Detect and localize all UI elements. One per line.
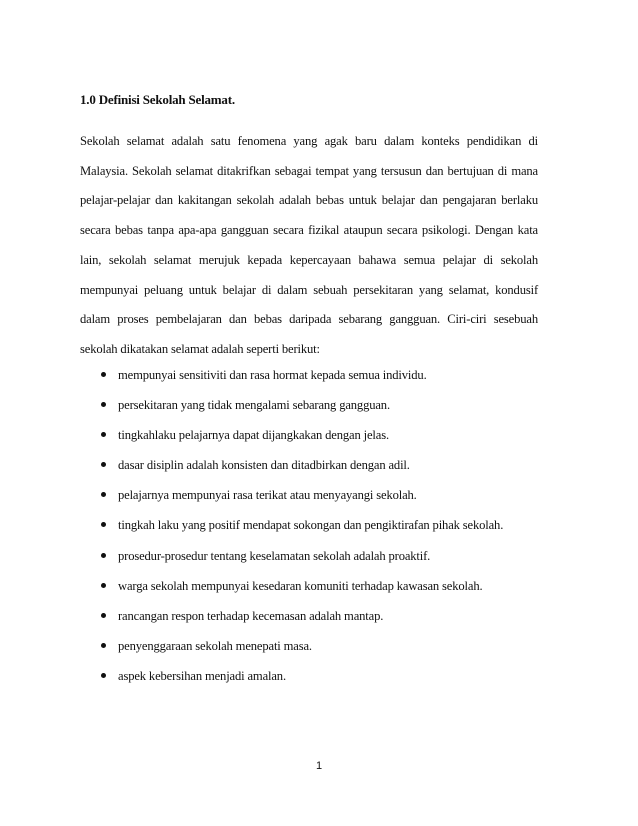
- bullet-icon: [101, 522, 106, 527]
- page-number: 1: [315, 760, 323, 772]
- list-item-text: tingkahlaku pelajarnya dapat dijangkakan dengan jelas.: [118, 428, 389, 443]
- list-item: [80, 571, 550, 601]
- bullet-icon: [101, 643, 106, 648]
- bullet-icon: [101, 583, 106, 588]
- list-item-text: penyenggaraan sekolah menepati masa.: [118, 638, 312, 653]
- list-item-text: tingkah laku yang positif mendapat sokongan dan pengiktirafan pihak sekolah.: [118, 518, 504, 533]
- list-item: [80, 661, 550, 691]
- list-item: [80, 480, 550, 510]
- list-item-text: warga sekolah mempunyai kesedaran komuniti terhadap kawasan sekolah.: [118, 578, 483, 593]
- list-item: [80, 390, 550, 420]
- list-item: [80, 631, 550, 661]
- list-item: [80, 601, 550, 631]
- bullet-icon: [101, 372, 106, 377]
- list-item-text: aspek kebersihan menjadi amalan.: [118, 668, 286, 683]
- list-item-text: prosedur-prosedur tentang keselamatan sekolah adalah proaktif.: [118, 548, 431, 563]
- list-item: [80, 510, 550, 540]
- list-item-text: rancangan respon terhadap kecemasan adalah mantap.: [118, 608, 384, 623]
- bullet-icon: [101, 553, 106, 558]
- bullet-icon: [101, 673, 106, 678]
- list-item-text: persekitaran yang tidak mengalami sebarang gangguan.: [118, 398, 390, 413]
- section-heading: 1.0 Definisi Sekolah Selamat.: [80, 92, 235, 107]
- definition-paragraph: Sekolah selamat adalah satu fenomena yang agak baru dalam konteks pendidikan di Malaysia. Sekolah selamat ditakrifkan sebagai tempat yang tersusun dan bertujuan di mana pelajar-pelajar dan kakitangan sekolah adalah bebas untuk belajar dan pengajaran berlaku secara bebas tanpa apa-apa gangguan secara fizikal ataupun secara psikologi. Dengan kata lain, sekolah selamat merujuk kepada kepercayaan bahawa semua pelajar di sekolah mempunyai peluang untuk belajar di dalam sebuah persekitaran yang selamat, kondusif dalam proses pembelajaran dan bebas daripada sebarang gangguan. Ciri-ciri sesebuah sekolah dikatakan selamat adalah seperti berikut:: [80, 134, 538, 356]
- list-item-text: mempunyai sensitiviti dan rasa hormat kepada semua individu.: [118, 368, 427, 382]
- list-item: [80, 360, 550, 390]
- list-item: [80, 541, 550, 571]
- bullet-icon: [101, 492, 106, 497]
- list-item-text: pelajarnya mempunyai rasa terikat atau menyayangi sekolah.: [118, 488, 417, 503]
- list-item: [80, 450, 550, 480]
- bullet-icon: [101, 613, 106, 618]
- characteristics-list: [80, 360, 550, 691]
- bullet-icon: [101, 432, 106, 437]
- bullet-icon: [101, 402, 106, 407]
- list-item: [80, 420, 550, 450]
- list-item-text: dasar disiplin adalah konsisten dan ditadbirkan dengan adil.: [118, 458, 410, 473]
- bullet-icon: [101, 462, 106, 467]
